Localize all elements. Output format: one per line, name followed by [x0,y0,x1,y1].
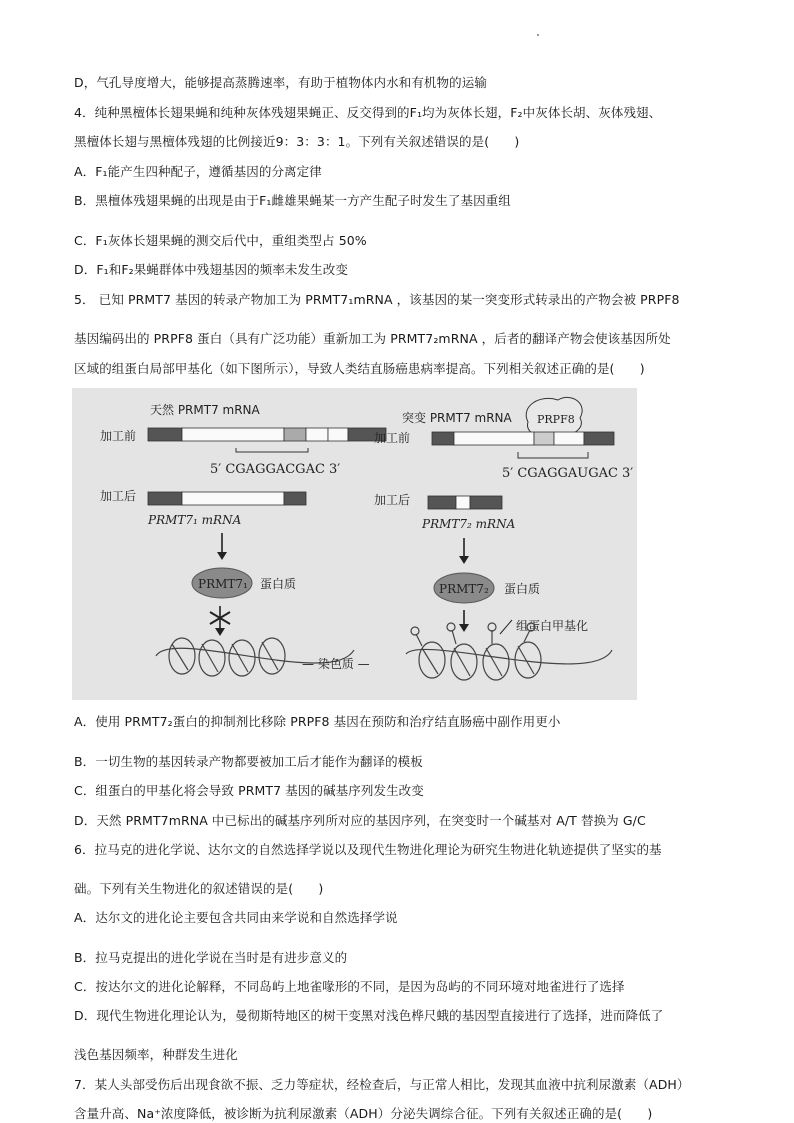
scan-speck [537,34,539,36]
prmt7-2-mrna-bar [428,496,502,509]
prmt7-diagram [72,388,637,700]
arrow-left-1-head [217,552,227,560]
question-6-stem-line-1: 6．拉马克的进化学说、达尔文的自然选择学说以及现代生物进化理论为研究生物进化轨迹提供了坚实的基 [74,842,662,857]
before-processing-label-right: 加工前 [374,431,411,445]
prmt7-2-mrna-label: PRMT7₂ mRNA [422,517,516,531]
question-4-stem-line-1: 4．纯种黑檀体长翅果蝇和纯种灰体残翅果蝇正、反交得到的F₁均为灰体长翅，F₂中灰体长胡、灰体残翅、 [74,105,662,120]
natural-pre-mrna-bar [148,428,386,441]
question-4-option-b: B．黑檀体残翅果蝇的出现是由于F₁雌雄果蝇某一方产生配子时发生了基因重组 [74,193,511,208]
methylation-pointer [500,620,512,634]
protein-word-left: 蛋白质 [260,577,297,591]
bracket-right [518,452,588,458]
question-4-option-a: A．F₁能产生四种配子，遵循基因的分离定律 [74,164,322,179]
methylation-label: 组蛋白甲基化 [516,619,589,633]
mutant-mrna-title: 突变 PRMT7 mRNA [402,411,512,425]
question-4-stem-line-2: 黑檀体长翅与黑檀体残翅的比例接近9：3：3：1。下列有关叙述错误的是( ) [74,134,520,149]
after-processing-label-right: 加工后 [374,493,411,507]
natural-sequence: 5′ CGAGGACGAC 3′ [210,462,341,477]
question-6-option-c: C．按达尔文的进化论解释，不同岛屿上地雀喙形的不同，是因为岛屿的不同环境对地雀进行了选择 [74,979,625,994]
prmt7-1-mrna-label: PRMT7₁ mRNA [148,513,242,527]
prmt7-2-protein-label: PRMT7₂ [439,582,489,596]
question-5-stem-line-3: 区域的组蛋白局部甲基化（如下图所示），导致人类结直肠癌患病率提高。下列相关叙述正确的是( ) [74,361,645,376]
before-processing-label-left: 加工前 [100,429,137,443]
question-6-option-d-line-1: D．现代生物进化理论认为，曼彻斯特地区的树干变黑对浅色桦尺蛾的基因型直接进行了选择，进而降低了 [74,1008,664,1023]
arrow-right-1-head [459,556,469,564]
question-4-option-c: C．F₁灰体长翅果蝇的测交后代中，重组类型占 50% [74,233,367,248]
arrow-right-2-head [459,624,469,632]
question-6-option-d-line-2: 浅色基因频率，种群发生进化 [74,1047,238,1062]
question-6-option-a: A．达尔文的进化论主要包含共同由来学说和自然选择学说 [74,910,398,925]
question-5-option-c: C．组蛋白的甲基化将会导致 PRMT7 基因的碱基序列发生改变 [74,783,424,798]
protein-word-right: 蛋白质 [504,582,541,596]
prmt7-1-mrna-bar [148,492,306,505]
bracket-left [236,448,308,452]
chromatin-label: — 染色质 — [302,657,370,671]
question-5-stem-line-1: 5． 已知 PRMT7 基因的转录产物加工为 PRMT7₁mRNA ，该基因的某一突变形式转录出的产物会被 PRPF8 [74,292,680,307]
question-5-option-a: A．使用 PRMT7₂蛋白的抑制剂比移除 PRPF8 基因在预防和治疗结直肠癌中副作用更小 [74,714,561,729]
question-6-option-b: B．拉马克提出的进化学说在当时是有进步意义的 [74,950,348,965]
question-6-stem-line-2: 础。下列有关生物进化的叙述错误的是( ) [74,881,324,896]
after-processing-label-left: 加工后 [100,489,137,503]
question-5-option-d: D．天然 PRMT7mRNA 中已标出的碱基序列所对应的基因序列，在突变时一个碱基对 A/T 替换为 G/C [74,813,646,828]
mutant-pre-mrna-bar [432,432,614,445]
question-5-option-b: B．一切生物的基因转录产物都要被加工后才能作为翻译的模板 [74,754,423,769]
question-7-stem-line-1: 7．某人头部受伤后出现食欲不振、乏力等症状，经检查后，与正常人相比，发现其血液中抗利尿激素（ADH） [74,1077,690,1092]
prpf8-label: PRPF8 [537,413,575,426]
question-5-stem-line-2: 基因编码出的 PRPF8 蛋白（具有广泛功能）重新加工为 PRMT7₂mRNA ，后者的翻译产物会使该基因所处 [74,331,671,346]
prmt7-figure [72,388,637,700]
text-line-1: D，气孔导度增大，能够提高蒸腾速率，有助于植物体内水和有机物的运输 [74,75,487,90]
natural-mrna-title: 天然 PRMT7 mRNA [150,403,260,417]
question-4-option-d: D．F₁和F₂果蝇群体中残翅基因的频率未发生改变 [74,262,348,277]
prmt7-1-protein-label: PRMT7₁ [198,577,248,591]
question-7-stem-line-2: 含量升高、Na⁺浓度降低，被诊断为抗利尿激素（ADH）分泌失调综合征。下列有关叙述正确的是( ) [74,1106,653,1121]
mutant-sequence: 5′ CGAGGAUGAC 3′ [502,466,634,481]
blocked-arrow-icon [210,606,230,636]
